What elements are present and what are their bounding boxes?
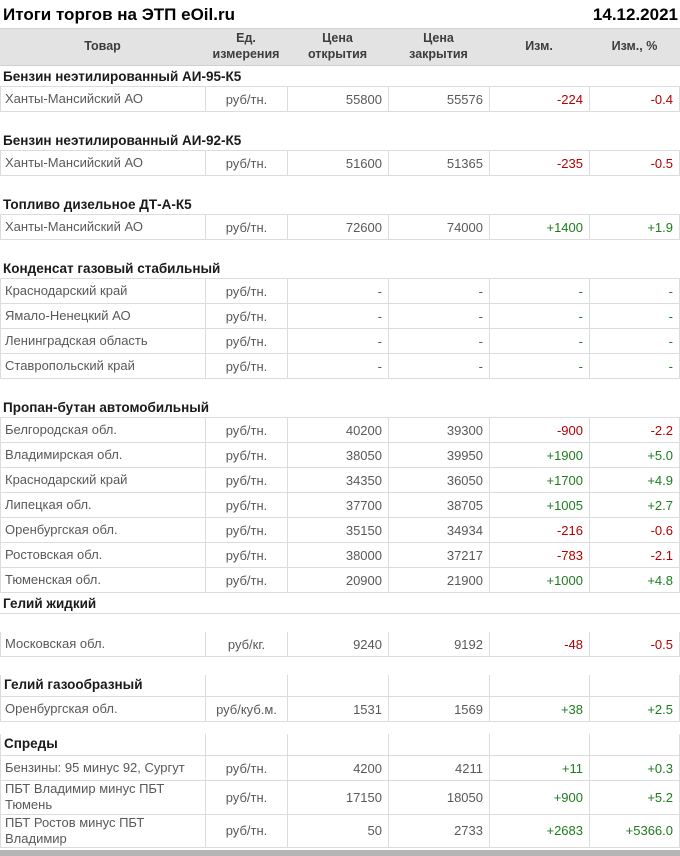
table-row [0, 87, 680, 112]
product-cell: Ростовская обл. [1, 543, 206, 567]
change-cell: - [490, 304, 590, 328]
product-cell: Ханты-Мансийский АО [1, 215, 206, 239]
change-cell: +900 [490, 781, 590, 814]
empty-cell [389, 675, 490, 696]
open-price-cell: 9240 [288, 632, 389, 656]
section-spacer [0, 240, 680, 258]
unit-cell: руб/тн. [206, 781, 288, 814]
change-cell: -235 [490, 151, 590, 175]
section-spacer [0, 657, 680, 675]
change-cell: -216 [490, 518, 590, 542]
change-pct-cell: +5366.0 [590, 815, 680, 848]
close-price-cell: 74000 [389, 215, 490, 239]
open-price-cell: 20900 [288, 568, 389, 592]
table-bottom-border [0, 850, 680, 856]
change-cell: +11 [490, 756, 590, 780]
section-spacer [0, 112, 680, 130]
unit-cell: руб/тн. [206, 815, 288, 848]
table-row [0, 493, 680, 518]
table-row [0, 815, 680, 849]
section-header [0, 66, 680, 87]
close-price-cell: 51365 [389, 151, 490, 175]
col-header-product [0, 29, 205, 65]
table-row [0, 468, 680, 493]
unit-cell: руб/тн. [206, 568, 288, 592]
open-price-cell: - [288, 304, 389, 328]
section-spacer [0, 614, 680, 632]
open-price-cell: - [288, 329, 389, 353]
table-row [0, 697, 680, 722]
page-title: Итоги торгов на ЭТП eOil.ru [3, 5, 235, 24]
product-cell: Тюменская обл. [1, 568, 206, 592]
unit-cell: руб/тн. [206, 304, 288, 328]
product-cell: Краснодарский край [1, 468, 206, 492]
change-pct-cell: - [590, 304, 680, 328]
section-spacer [0, 176, 680, 194]
section-title: Бензин неэтилированный АИ-92-К5 [3, 132, 242, 148]
close-price-cell: 34934 [389, 518, 490, 542]
close-price-cell: 1569 [389, 697, 490, 721]
section-header [0, 734, 680, 756]
close-price-cell: 55576 [389, 87, 490, 111]
product-cell: Ханты-Мансийский АО [1, 87, 206, 111]
change-cell: - [490, 279, 590, 303]
product-cell: ПБТ Владимир минус ПБТ Тюмень [1, 781, 206, 814]
table-row [0, 151, 680, 176]
product-cell: ПБТ Ростов минус ПБТ Владимир [1, 815, 206, 848]
change-pct-cell: +2.7 [590, 493, 680, 517]
product-cell: Белгородская обл. [1, 418, 206, 442]
change-cell: - [490, 354, 590, 378]
product-cell: Краснодарский край [1, 279, 206, 303]
section-title: Спреды [1, 734, 206, 755]
col-header-change-pct [589, 29, 680, 65]
change-cell: -900 [490, 418, 590, 442]
empty-cell [389, 734, 490, 755]
product-cell: Оренбургская обл. [1, 697, 206, 721]
change-pct-cell: - [590, 354, 680, 378]
table-row [0, 568, 680, 593]
product-cell: Ставропольский край [1, 354, 206, 378]
open-price-cell: 51600 [288, 151, 389, 175]
section-spacer [0, 379, 680, 397]
change-pct-cell: +1.9 [590, 215, 680, 239]
change-pct-cell: -2.2 [590, 418, 680, 442]
unit-cell: руб/тн. [206, 87, 288, 111]
open-price-cell: 34350 [288, 468, 389, 492]
table-header-row [0, 28, 680, 66]
close-price-cell: 38705 [389, 493, 490, 517]
close-price-cell: - [389, 329, 490, 353]
open-price-cell: 50 [288, 815, 389, 848]
change-cell: - [490, 329, 590, 353]
table-row [0, 543, 680, 568]
product-cell: Владимирская обл. [1, 443, 206, 467]
col-header-line: открытия [307, 47, 368, 61]
close-price-cell: 18050 [389, 781, 490, 814]
table-row [0, 518, 680, 543]
product-cell: Московская обл. [1, 632, 206, 656]
col-header-line: Цена [423, 31, 454, 46]
close-price-cell: 21900 [389, 568, 490, 592]
change-cell: -783 [490, 543, 590, 567]
section-title: Конденсат газовый стабильный [3, 260, 221, 276]
change-cell: +38 [490, 697, 590, 721]
unit-cell: руб/тн. [206, 215, 288, 239]
table-row [0, 329, 680, 354]
unit-cell: руб/куб.м. [206, 697, 288, 721]
change-pct-cell: +5.2 [590, 781, 680, 814]
close-price-cell: - [389, 304, 490, 328]
change-cell: -224 [490, 87, 590, 111]
close-price-cell: 4211 [389, 756, 490, 780]
close-price-cell: 9192 [389, 632, 490, 656]
change-cell: +1900 [490, 443, 590, 467]
section-header [0, 194, 680, 215]
open-price-cell: 38050 [288, 443, 389, 467]
change-pct-cell: -2.1 [590, 543, 680, 567]
open-price-cell: 17150 [288, 781, 389, 814]
product-cell: Ямало-Ненецкий АО [1, 304, 206, 328]
col-header-unit [205, 29, 287, 65]
change-pct-cell: +5.0 [590, 443, 680, 467]
change-pct-cell: -0.4 [590, 87, 680, 111]
change-pct-cell: - [590, 279, 680, 303]
change-pct-cell: -0.6 [590, 518, 680, 542]
table-row [0, 632, 680, 657]
change-cell: +2683 [490, 815, 590, 848]
product-cell: Оренбургская обл. [1, 518, 206, 542]
unit-cell: руб/тн. [206, 543, 288, 567]
product-cell: Бензины: 95 минус 92, Сургут [1, 756, 206, 780]
open-price-cell: 37700 [288, 493, 389, 517]
open-price-cell: 4200 [288, 756, 389, 780]
open-price-cell: 38000 [288, 543, 389, 567]
open-price-cell: - [288, 354, 389, 378]
unit-cell: руб/тн. [206, 329, 288, 353]
table-row [0, 418, 680, 443]
section-header [0, 593, 680, 614]
empty-cell [590, 734, 680, 755]
product-cell: Ленинградская область [1, 329, 206, 353]
change-pct-cell: +4.9 [590, 468, 680, 492]
table-row [0, 354, 680, 379]
change-pct-cell: -0.5 [590, 151, 680, 175]
change-cell: -48 [490, 632, 590, 656]
change-pct-cell: - [590, 329, 680, 353]
report-date: 14.12.2021 [592, 5, 678, 24]
open-price-cell: 55800 [288, 87, 389, 111]
change-cell: +1400 [490, 215, 590, 239]
col-header-line: Товар [84, 39, 121, 54]
empty-cell [288, 675, 389, 696]
title-bar [0, 0, 680, 28]
change-cell: +1000 [490, 568, 590, 592]
unit-cell: руб/тн. [206, 354, 288, 378]
unit-cell: руб/тн. [206, 151, 288, 175]
col-header-line: закрытия [409, 47, 468, 61]
col-header-open-price [287, 29, 388, 65]
section-header [0, 258, 680, 279]
close-price-cell: - [389, 354, 490, 378]
col-header-close-price [388, 29, 489, 65]
table-row [0, 443, 680, 468]
change-pct-cell: +4.8 [590, 568, 680, 592]
close-price-cell: 39300 [389, 418, 490, 442]
close-price-cell: - [389, 279, 490, 303]
empty-cell [490, 734, 590, 755]
change-pct-cell: +2.5 [590, 697, 680, 721]
change-pct-cell: -0.5 [590, 632, 680, 656]
unit-cell: руб/тн. [206, 443, 288, 467]
col-header-change [489, 29, 589, 65]
table-row [0, 215, 680, 240]
section-spacer [0, 722, 680, 734]
table-row [0, 781, 680, 815]
unit-cell: руб/тн. [206, 279, 288, 303]
unit-cell: руб/тн. [206, 756, 288, 780]
change-cell: +1700 [490, 468, 590, 492]
unit-cell: руб/кг. [206, 632, 288, 656]
unit-cell: руб/тн. [206, 518, 288, 542]
close-price-cell: 39950 [389, 443, 490, 467]
col-header-line: Изм. [525, 39, 553, 54]
unit-cell: руб/тн. [206, 493, 288, 517]
empty-cell [590, 675, 680, 696]
table-row [0, 304, 680, 329]
unit-cell: руб/тн. [206, 468, 288, 492]
section-title: Бензин неэтилированный АИ-95-К5 [3, 68, 242, 84]
section-header [0, 130, 680, 151]
section-title: Пропан-бутан автомобильный [3, 399, 210, 415]
section-header [0, 397, 680, 418]
open-price-cell: 40200 [288, 418, 389, 442]
section-header [0, 675, 680, 697]
col-header-line: Цена [322, 31, 353, 46]
change-pct-cell: +0.3 [590, 756, 680, 780]
section-title: Топливо дизельное ДТ-А-К5 [3, 196, 192, 212]
empty-cell [206, 734, 288, 755]
open-price-cell: 35150 [288, 518, 389, 542]
close-price-cell: 37217 [389, 543, 490, 567]
table-row [0, 279, 680, 304]
open-price-cell: 1531 [288, 697, 389, 721]
close-price-cell: 36050 [389, 468, 490, 492]
empty-cell [490, 675, 590, 696]
section-title: Гелий газообразный [1, 675, 206, 696]
close-price-cell: 2733 [389, 815, 490, 848]
open-price-cell: - [288, 279, 389, 303]
col-header-line: измерения [212, 47, 280, 61]
empty-cell [288, 734, 389, 755]
product-cell: Липецкая обл. [1, 493, 206, 517]
table-row [0, 756, 680, 781]
col-header-line: Изм., % [611, 39, 658, 54]
unit-cell: руб/тн. [206, 418, 288, 442]
col-header-line: Ед. [236, 31, 256, 46]
section-title: Гелий жидкий [3, 595, 97, 611]
product-cell: Ханты-Мансийский АО [1, 151, 206, 175]
open-price-cell: 72600 [288, 215, 389, 239]
change-cell: +1005 [490, 493, 590, 517]
empty-cell [206, 675, 288, 696]
